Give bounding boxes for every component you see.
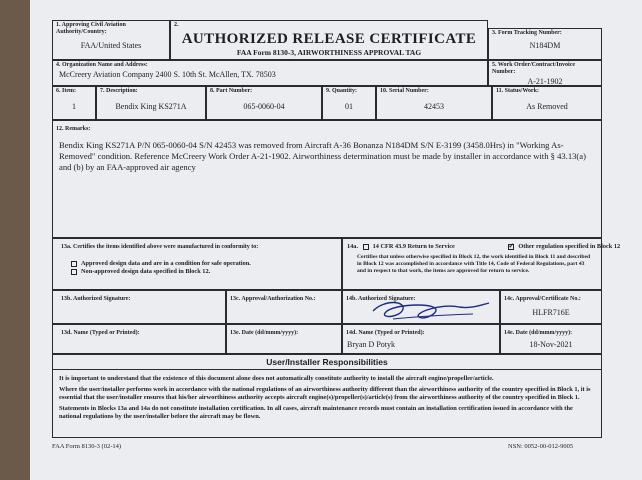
block-13d: [52, 324, 226, 354]
return-to-service-checkbox[interactable]: [363, 244, 369, 250]
tracking-number-value: N184DM: [529, 41, 561, 50]
responsibilities-section: [52, 354, 602, 438]
block-13b: [52, 290, 226, 324]
block-13c: [226, 290, 342, 324]
nsn-number: NSN: 0052-00-012-9005: [508, 443, 574, 450]
block-10-label: 10. Serial Number:: [380, 88, 429, 94]
block-13a: [52, 238, 342, 290]
block-4-label: 4. Organization Name and Address:: [56, 62, 148, 68]
block-5-label: 5. Work Order/Contract/Invoice Number:: [492, 62, 576, 75]
block-14c: [500, 290, 602, 324]
approved-design-checkbox[interactable]: [71, 261, 77, 267]
block-12-label: 12. Remarks:: [56, 126, 91, 132]
block-14c-label: 14c. Approval/Certificate No.:: [504, 296, 581, 302]
organization-value: McCreery Aviation Company 2400 S. 10th St. McAllen, TX. 78503: [59, 70, 276, 79]
block-14b-label: 14b. Authorized Signature:: [346, 296, 416, 302]
responsibilities-p3: Statements in Blocks 13a and 14a do not constitute installation certification. In all cases, aircraft maintenance records must contain an installation certification issued in accordance with the national regulations by the user/installer before the aircraft may be flown.: [59, 405, 573, 420]
authorized-signature: [363, 297, 493, 325]
other-regulation-checkbox[interactable]: [508, 244, 514, 250]
remarks-text: Bendix King KS271A P/N 065-0060-04 S/N 42453 was removed from Aircraft A-36 Bonanza N184DM S/N E-3199 (3458.0Hrs) in "Working As-Removed" condition. Reference McCreery Work Order A-21-1902. Airworthiness determination must be made by installer in accordance with § 43.13(a) and (b) by an FAA-approved air agency: [59, 140, 586, 172]
block-7-label: 7. Description:: [100, 88, 138, 94]
work-order-value: A-21-1902: [527, 77, 563, 86]
block-9-label: 9. Quantity:: [326, 88, 358, 94]
block-14a-options: [343, 243, 621, 251]
block-14e: [500, 324, 602, 354]
block-8-label: 8. Part Number:: [210, 88, 253, 94]
block-13a-label: 13a. Certifies the items identified above were manufactured in conformity to:: [61, 244, 259, 250]
option-approved-design: [53, 260, 341, 268]
block-14d: [342, 324, 500, 354]
block-13c-label: 13c. Approval/Authorization No.:: [230, 296, 316, 302]
form-number: FAA Form 8130-3 (02-14): [52, 443, 122, 450]
block-3: [488, 28, 602, 60]
block-1-label: 1. Approving Civil Aviation Authority/Country:: [56, 22, 126, 35]
item-value: 1: [72, 102, 76, 111]
block-6-label: 6. Item:: [56, 88, 76, 94]
responsibilities-title: User/Installer Responsibilities: [53, 355, 601, 370]
non-approved-design-checkbox[interactable]: [71, 269, 77, 275]
block-14a: [342, 238, 621, 290]
block-11-label: 11. Status/Work:: [496, 88, 540, 94]
approved-design-text: Approved design data and are in a condition for safe operation.: [81, 260, 251, 267]
certificate-paper: [30, 0, 642, 480]
date-value: 18-Nov-2021: [529, 340, 573, 349]
block-14a-label: 14a.: [347, 243, 359, 250]
block-11: [492, 86, 602, 120]
block-14b: [342, 290, 500, 324]
printed-name-value: Bryan D Potyk: [347, 340, 395, 349]
block-3-label: 3. Form Tracking Number:: [492, 30, 562, 36]
block-14e-label: 14e. Date (dd/mmm/yyyy):: [504, 330, 573, 336]
block-7: [96, 86, 206, 120]
status-work-value: As Removed: [526, 102, 568, 111]
block-1: [52, 20, 170, 60]
block-9: [322, 86, 376, 120]
block-13d-label: 13d. Name (Typed or Printed):: [61, 330, 140, 336]
approving-authority-value: FAA/United States: [80, 41, 142, 50]
block-2-label: 2.: [174, 22, 179, 28]
return-to-service-text: 14 CFR 43.9 Return to Service: [372, 243, 455, 250]
serial-number-value: 42453: [424, 102, 444, 111]
responsibilities-p2: Where the user/installer performs work in accordance with the national regulations of an airworthiness authority different than the airworthiness authority of the country specified in Block 1, it is essential that the user/installer ensures that his/her airworthiness authority accepts aircraft engine(s)/propeller(s)/article(s) from the airworthiness authority of the country specified in Block 1.: [59, 386, 591, 401]
block-12: [52, 120, 602, 238]
block-14d-label: 14d. Name (Typed or Printed):: [346, 330, 425, 336]
option-non-approved-design: [53, 268, 341, 276]
block-10: [376, 86, 492, 120]
block-14a-statement: Certifies that unless otherwise specified in Block 12, the work identified in Block 11 and described in Block 12 was accomplished in accordance with Title 14, Code of Federal Regulations, part 43 and in respect to that work, the items are approved for return to service.: [357, 254, 591, 274]
certificate-number-value: HLFR716E: [532, 308, 570, 317]
description-value: Bendix King KS271A: [115, 102, 187, 111]
block-13b-label: 13b. Authorized Signature:: [61, 296, 131, 302]
quantity-value: 01: [345, 102, 353, 111]
block-13e-label: 13e. Date (dd/mmm/yyyy):: [230, 330, 299, 336]
non-approved-design-text: Non-approved design data specified in Block 12.: [81, 268, 211, 275]
block-13e: [226, 324, 342, 354]
block-4: [52, 60, 488, 86]
block-5: [488, 60, 602, 86]
responsibilities-p1: It is important to understand that the existence of this document alone does not automatically constitute authority to install the aircraft engine/propeller/article.: [59, 375, 494, 382]
block-2: [170, 20, 488, 60]
block-8: [206, 86, 322, 120]
part-number-value: 065-0060-04: [243, 102, 285, 111]
certificate-subtitle: FAA Form 8130-3, AIRWORTHINESS APPROVAL TAG: [236, 48, 422, 57]
certificate-title: AUTHORIZED RELEASE CERTIFICATE: [181, 31, 477, 47]
block-6: [52, 86, 96, 120]
other-regulation-text: Other regulation specified in Block 12: [518, 243, 621, 250]
